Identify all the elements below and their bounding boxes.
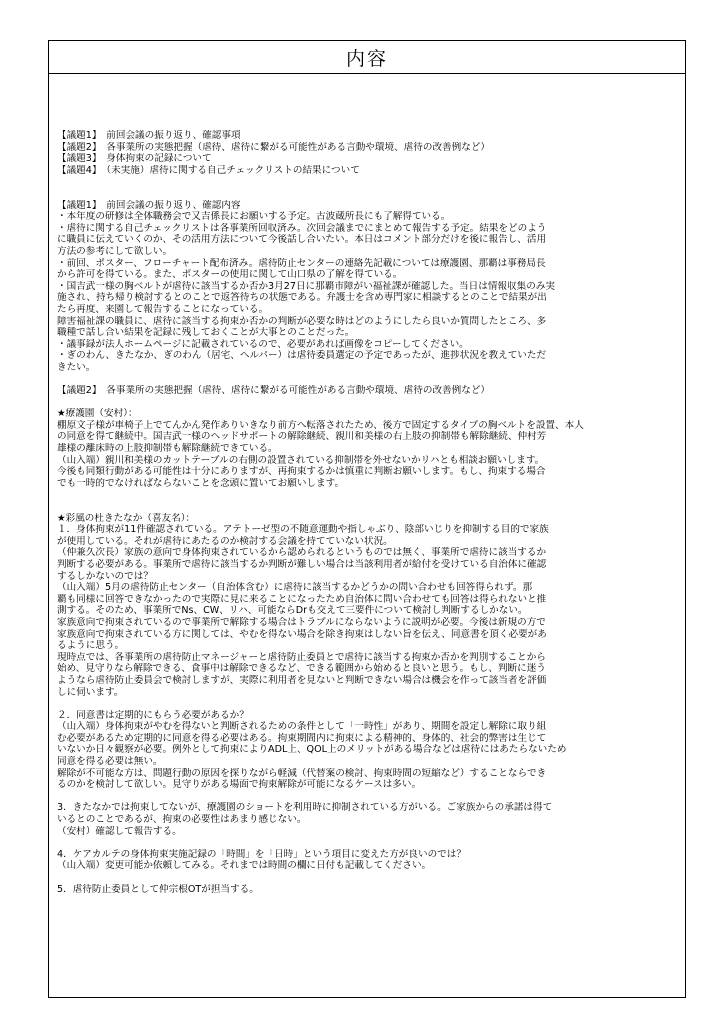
text-line: [57, 872, 681, 884]
text-line: （安村）確認して報告する。: [57, 825, 182, 837]
text-line: ★療護園（安村）：: [57, 408, 138, 420]
text-line: 現時点では、各事業所の虐待防止マネージャーと虐待防止委員とで虐待に該当する拘束か否かを判別することから: [57, 651, 546, 663]
text-line: 判断する必要がある。事業所で虐待に該当するか判断が難しい場合は当該利用者が給付を受けている自治体に確認: [57, 558, 547, 570]
text-line: ★彩風の杜きたなか（喜友名）：: [57, 512, 196, 524]
text-line: 【議題2】 各事業所の実態把握（虐待、虐待に繋がる可能性がある言動や環境、虐待の改善例など）: [57, 385, 491, 397]
text-line: １．身体拘束が11件確認されている。アテトーゼ型の不随意運動や指しゃぶり、陰部いじりを抑制する目的で家族: [57, 524, 549, 536]
text-line: 測する。そのため、事業所でNs、CW、リハ、可能ならDrも交えて三要件について検討し判断するしかない。: [57, 605, 528, 617]
text-line: きたい。: [57, 361, 96, 373]
text-line: 同意を得る必要は無い。: [57, 756, 163, 768]
text-line: [57, 698, 681, 710]
text-line: （山入端）変更可能か依頼してみる。それまでは時間の欄に日付も記載してください。: [57, 860, 432, 872]
text-line: [57, 176, 681, 188]
text-line: （仲兼久次長）家族の意向で身体拘束されているから認められるというものでは無く、事業所で虐待に該当するか: [57, 547, 547, 559]
text-line: 【議題4】 （未実施）虐待に関する自己チェックリストの結果について: [57, 164, 360, 176]
text-line: （山入端）5月の虐待防止センター（自治体含む）に虐待に該当するかどうかの問い合わせも回答得られず。那: [57, 582, 533, 594]
text-line: [57, 791, 681, 803]
text-line: 4．ケアカルテの身体拘束実施記録の「時間」を「日時」という項目に変えた方が良いのでは？: [57, 848, 466, 860]
text-line: [57, 837, 681, 849]
text-line: たら再度、来園して報告することになっている。: [57, 303, 269, 315]
text-line: ・国吉武一様の胸ベルトが虐待に該当するか否か3月27日に那覇市障がい福祉課が確認した。当日は情報収集のみ実: [57, 280, 555, 292]
page-title: 内容: [345, 47, 388, 70]
text-line: が使用している。それが虐待にあたるのか検討する会議を持てていない状況。: [57, 535, 393, 547]
text-line: [57, 489, 681, 501]
text-line: ２．同意書は定期的にもらう必要があるか？: [57, 709, 249, 721]
text-line: するしかないのでは？: [57, 570, 153, 582]
text-line: から許可を得ている。また、ポスターの使用に関して山口県の了解を得ている。: [57, 269, 403, 281]
text-line: ・ぎのわん、きたなか、ぎのわん（居宅、ヘルパー）は虐待委員選定の予定であったが、進捗状況を教えていただ: [57, 350, 547, 362]
text-line: [57, 501, 681, 513]
document-frame: [48, 40, 686, 998]
text-line: 覇も同様に回答できなかったので実際に見に来ることになったため自治体に問い合わせても回答は得られないと推: [57, 593, 547, 605]
text-line: 障害福祉課の職員に、虐待に該当する拘束か否かの判断が必要な時はどのようにしたら良いか質問したところ、多: [57, 315, 547, 327]
text-line: 家族意向で拘束されている方に関しては、やむを得ない場合を除き拘束はしない旨を伝え、同意書を頂く必要があ: [57, 628, 547, 640]
text-line: ・本年度の研修は全体職務会で又吉係長にお願いする予定。古波蔵所長にも了解得ている。: [57, 211, 451, 223]
document-content: [49, 74, 685, 895]
text-line: 方法の参考にして欲しい。: [57, 245, 173, 257]
text-line: （山入端）親川和美様のカットテーブルの右側の設置されている抑制帯を外せないかリハとも相談お願いします。: [57, 454, 545, 466]
text-line: 職種で話し合い結果を記録に残しておくことが大事とのことだった。: [57, 327, 355, 339]
text-line: いないか日々観察が必要。例外として拘束によりADL上、QOL上のメリットがある場合などは虐待にはあたらないため: [57, 744, 567, 756]
text-line: 解除が不可能な方は、問題行動の原因を探りながら軽減（代替案の検討、拘束時間の短縮など）することならでき: [57, 767, 547, 779]
text-line: [57, 373, 681, 385]
text-line: いるとのことであるが、拘束の必要性はあまり感じない。: [57, 814, 307, 826]
text-line: 3．きたなかでは拘束してないが、療護園のショートを利用時に抑制されている方がいる。ご家族からの承諾は得て: [57, 802, 553, 814]
text-line: ・前回、ポスター、フローチャート配布済み。虐待防止センターの連絡先記載については療護園、那覇は事務局長: [57, 257, 546, 269]
text-line: 施され、持ち帰り検討するとのことで返答待ちの状態である。弁護士を含め専門家に相談するとのことで結果が出: [57, 292, 547, 304]
text-line: 【議題1】 前回会議の振り返り、確認内容: [57, 199, 241, 211]
text-line: ようなら虐待防止委員会で検討しますが、実際に利用者を見ないと判断できない場合は機会を作って該当者を評価: [57, 674, 547, 686]
text-line: しに伺います。: [57, 686, 124, 698]
title-row: [49, 41, 685, 74]
text-line: 5．虐待防止委員として仲宗根OTが担当する。: [57, 883, 259, 895]
text-line: 棚原文子様が車椅子上でてんかん発作ありいきなり前方へ転落されたため、後方で固定するタイプの胸ベルトを設置、本人: [57, 419, 584, 431]
text-line: [57, 188, 681, 200]
text-line: （山入端）身体拘束がやむを得ないと判断されるための条件として「一時性」があり、期間を設定し解除に取り組: [57, 721, 547, 733]
text-line: に職員に伝えていくのか、その活用方法について今後話し合いたい。本日はコメント部分だけを後に報告し、活用: [57, 234, 547, 246]
text-line: 今後も同類行動がある可能性は十分にありますが、再拘束するかは慎重に判断お願いします。もし、拘束する場合: [57, 466, 546, 478]
text-line: ・議事録が法人ホームページに記載されているので、必要があれば画像をコピーしてください。: [57, 338, 469, 350]
text-line: でも一時的でなければならないことを念頭に置いてお願いします。: [57, 477, 345, 489]
text-line: ・虐待に関する自己チェックリストは各事業所回収済み。次回会議までにまとめて報告する予定。結果をどのよう: [57, 222, 547, 234]
text-line: 雄様の離床時の上肢抑制帯も解除継続できている。: [57, 443, 278, 455]
text-line: 【議題1】 前回会議の振り返り、確認事項: [57, 130, 241, 141]
text-line: るように思う。: [57, 640, 125, 652]
text-line: 始め、見守りなら解除できる、食事中は解除できるなど、できる範囲から始めると良いと思う。もし、判断に迷う: [57, 663, 546, 675]
text-line: 【議題3】 身体拘束の記録について: [57, 153, 212, 165]
text-line: るのかを検討して欲しい。見守りがある場面で拘束解除が可能になるケースは多い。: [57, 779, 422, 791]
text-line: 【議題2】 各事業所の実態把握（虐待、虐待に繋がる可能性がある言動や環境、虐待の改善例など）: [57, 141, 491, 153]
text-line: む必要があるため定期的に同意を得る必要はある。拘束期間内に拘束による精神的、身体的、社会的弊害は生じて: [57, 732, 547, 744]
text-line: 家族意向で拘束されているので事業所で解除する場合はトラブルにならないように説明が必要。今後は新規の方で: [57, 616, 546, 628]
text-line: の同意を得て継続中。国吉武一様のヘッドサポートの解除継続、親川和美様の右上肢の抑制帯も解除継続、仲村芳: [57, 431, 547, 443]
text-line: [57, 397, 681, 409]
